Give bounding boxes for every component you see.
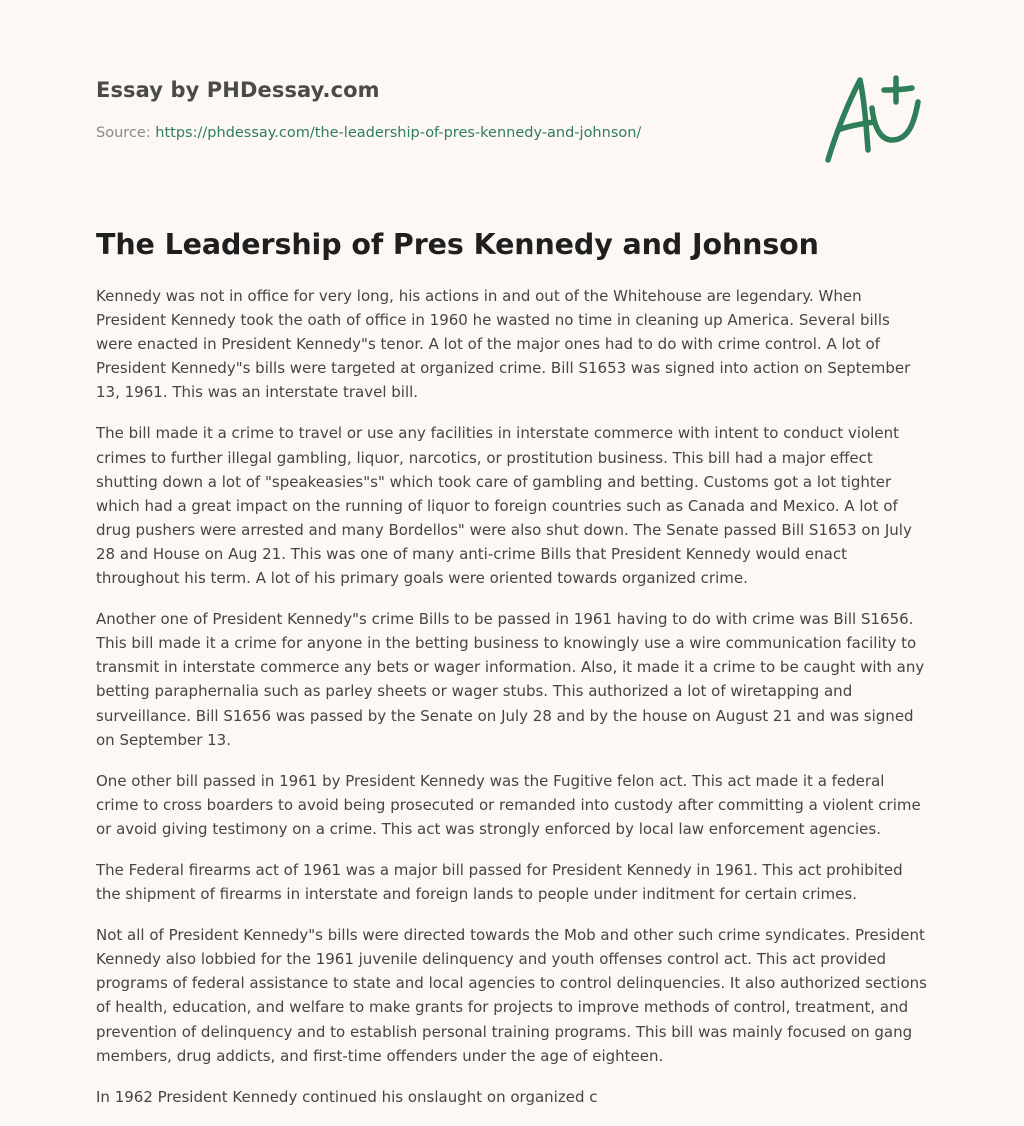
a-plus-logo — [818, 68, 928, 168]
source-label: Source: — [96, 125, 151, 141]
paragraph: Not all of President Kennedy"s bills were directed towards the Mob and other such crime syndicates. President Kennedy also lobbied for the 1961 juvenile delinquency and youth offenses control act. This act provided programs of federal assistance to state and local agencies to control delinquencies. It also authorized sections of health, education, and welfare to make grants for projects to improve methods of control, treatment, and prevention of delinquency and to establish personal training programs. This bill was mainly focused on gang members, drug addicts, and first-time offenders under the age of eighteen. — [96, 926, 927, 1065]
paragraph: The bill made it a crime to travel or use any facilities in interstate commerce with intent to conduct violent crimes to further illegal gambling, liquor, narcotics, or prostitution business. This bill had a major effect shutting down a lot of "speakeasies"s" which took care of gambling and betting. Customs got a lot tighter which had a great impact on the running of liquor to foreign countries such as Canada and Mexico. A lot of drug pushers were arrested and many Bordellos" were also shut down. The Senate passed Bill S1653 on July 28 and House on Aug 21. This was one of many anti-crime Bills that President Kennedy would enact throughout his term. A lot of his primary goals were oriented towards organized crime. — [96, 424, 912, 588]
a-plus-logo-icon — [818, 68, 928, 168]
paragraph: Another one of President Kennedy"s crime Bills to be passed in 1961 having to do with crime was Bill S1656. This bill made it a crime for anyone in the betting business to knowingly use a wire communication facility to transmit in interstate commerce any bets or wager information. Also, it made it a crime to be caught with any betting paraphernalia such as parley sheets or wager stubs. This authorized a lot of wiretapping and surveillance. Bill S1656 was passed by the Senate on July 28 and by the house on August 21 and was signed on September 13. — [96, 610, 925, 749]
paragraph: One other bill passed in 1961 by President Kennedy was the Fugitive felon act. This act made it a federal crime to cross boarders to avoid being prosecuted or remanded into custody after committing a violent crime or avoid giving testimony on a crime. This act was strongly enforced by local law enforcement agencies. — [96, 771, 921, 838]
source-line — [96, 123, 696, 143]
essay-title: The Leadership of Pres Kennedy and Johnson — [96, 228, 819, 261]
source-link[interactable]: https://phdessay.com/the-leadership-of-pres-kennedy-and-johnson/ — [155, 125, 642, 141]
paragraph: In 1962 President Kennedy continued his onslaught on organized c — [96, 1087, 598, 1106]
paragraph: Kennedy was not in office for very long, his actions in and out of the Whitehouse are legendary. When President Kennedy took the oath of office in 1960 he wasted no time in cleaning up America. Several bills were enacted in President Kennedy"s tenor. A lot of the major ones had to do with crime control. A lot of President Kennedy"s bills were targeted at organized crime. Bill S1653 was signed into action on September 13, 1961. This was an interstate travel bill. — [96, 287, 911, 402]
paragraph: The Federal firearms act of 1961 was a major bill passed for President Kennedy in 1961. This act prohibited the shipment of firearms in interstate and foreign lands to people under inditment for certain crimes. — [96, 860, 903, 904]
page-header — [96, 76, 696, 143]
essay-body — [96, 284, 928, 1126]
site-title: Essay by PHDessay.com — [96, 78, 380, 102]
